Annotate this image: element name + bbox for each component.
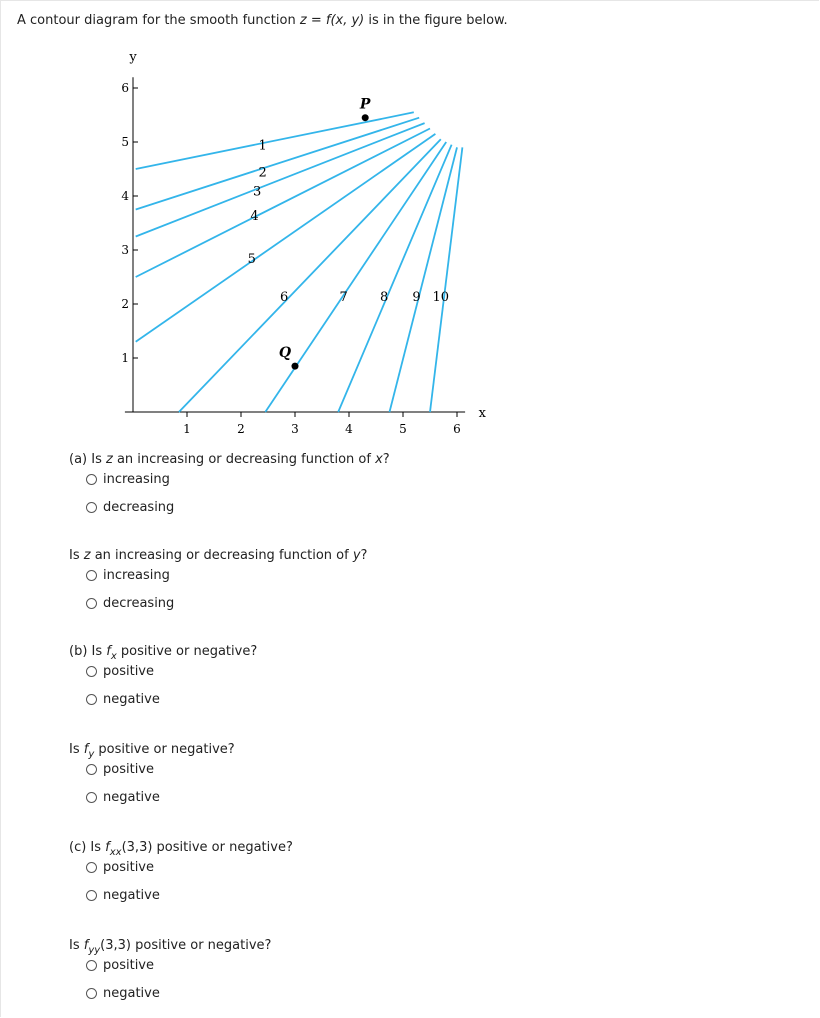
question-a-y: [69, 548, 367, 563]
contour-plot: [0, 0, 820, 440]
x-tick-label: 2: [237, 422, 245, 436]
radio-button[interactable]: [86, 570, 97, 581]
option-label: decreasing: [103, 500, 175, 515]
question-var: f: [106, 644, 111, 659]
point-label-q: Q: [278, 345, 292, 362]
question-tail: ?: [382, 452, 390, 467]
radio-button[interactable]: [86, 862, 97, 873]
y-tick-label: 1: [121, 351, 129, 365]
option-a2-decreasing[interactable]: [86, 596, 174, 611]
question-var: z: [83, 548, 91, 563]
option-a1-decreasing[interactable]: [86, 500, 174, 515]
option-label: negative: [103, 790, 160, 805]
question-subscript: xx: [109, 847, 122, 858]
contour-label-6: 6: [280, 289, 289, 305]
question-b-fx: [69, 644, 258, 662]
contour-label-8: 8: [379, 289, 389, 305]
question-subscript: x: [110, 651, 117, 662]
option-label: increasing: [103, 568, 170, 583]
option-label: positive: [103, 860, 154, 875]
option-label: positive: [103, 664, 154, 679]
question-subscript: y: [88, 749, 95, 760]
x-tick-label: 1: [183, 422, 191, 436]
x-tick-label: 3: [291, 422, 299, 436]
question-tail: ?: [360, 548, 368, 563]
question-prefix: (a) Is: [69, 452, 106, 467]
option-label: increasing: [103, 472, 170, 487]
intro-text: A contour diagram for the smooth function z = f(x, y) is in the figure below.: [17, 13, 508, 28]
question-tail-var: x: [375, 452, 383, 467]
question-prefix: Is: [69, 938, 84, 953]
x-tick-label: 4: [345, 422, 353, 436]
option-b1-positive[interactable]: [86, 664, 154, 679]
contour-line-5: [136, 134, 436, 342]
option-b2-negative[interactable]: [86, 790, 160, 805]
question-prefix: (b) Is: [69, 644, 107, 659]
question-var: f: [83, 938, 89, 953]
contour-label-1: 1: [258, 138, 267, 154]
question-suffix: positive or negative?: [116, 644, 258, 659]
question-b-fy: [69, 742, 235, 760]
question-var: f: [83, 742, 89, 757]
question-suffix: positive or negative?: [94, 742, 235, 757]
radio-button[interactable]: [86, 474, 97, 485]
option-b1-negative[interactable]: [86, 692, 160, 707]
y-tick-label: 2: [121, 297, 129, 311]
radio-button[interactable]: [86, 666, 97, 677]
radio-button[interactable]: [86, 890, 97, 901]
x-axis-label: x: [478, 406, 486, 421]
option-label: negative: [103, 888, 160, 903]
contour-label-10: 10: [432, 289, 450, 305]
question-var: z: [105, 452, 113, 467]
contour-label-7: 7: [339, 289, 348, 305]
contour-label-4: 4: [250, 208, 259, 224]
y-tick-label: 5: [121, 135, 129, 149]
question-prefix: Is: [69, 548, 84, 563]
radio-button[interactable]: [86, 792, 97, 803]
option-label: decreasing: [103, 596, 175, 611]
y-axis-label: y: [129, 50, 137, 65]
question-suffix: an increasing or decreasing function of: [90, 548, 353, 563]
contour-line-1: [136, 112, 414, 169]
option-label: negative: [103, 692, 160, 707]
radio-button[interactable]: [86, 598, 97, 609]
option-a2-increasing[interactable]: [86, 568, 170, 583]
contour-line-2: [136, 118, 420, 210]
question-subscript: yy: [88, 945, 101, 956]
radio-button[interactable]: [86, 988, 97, 999]
contour-line-6: [179, 139, 441, 412]
question-prefix: Is: [69, 742, 84, 757]
option-c2-negative[interactable]: [86, 986, 160, 1001]
question-a-x: [69, 452, 390, 467]
option-label: positive: [103, 762, 154, 777]
question-tail-var: y: [352, 548, 361, 563]
option-label: positive: [103, 958, 154, 973]
contour-label-3: 3: [253, 184, 262, 200]
radio-button[interactable]: [86, 502, 97, 513]
contour-line-4: [136, 129, 430, 278]
option-c2-positive[interactable]: [86, 958, 154, 973]
option-a1-increasing[interactable]: [86, 472, 170, 487]
question-c-fyy: [69, 938, 272, 956]
question-var: f: [105, 840, 110, 855]
y-tick-label: 6: [121, 81, 129, 95]
option-c1-positive[interactable]: [86, 860, 154, 875]
question-suffix: (3,3) positive or negative?: [100, 938, 272, 953]
radio-button[interactable]: [86, 694, 97, 705]
contour-label-5: 5: [247, 252, 256, 268]
radio-button[interactable]: [86, 764, 97, 775]
question-suffix: an increasing or decreasing function of: [112, 452, 376, 467]
contour-label-2: 2: [258, 165, 267, 181]
question-suffix: (3,3) positive or negative?: [121, 840, 293, 855]
point-label-p: P: [359, 96, 371, 113]
y-tick-label: 4: [121, 189, 129, 203]
question-c-fxx: [69, 840, 293, 858]
y-tick-label: 3: [121, 243, 129, 257]
x-tick-label: 5: [399, 422, 407, 436]
radio-button[interactable]: [86, 960, 97, 971]
x-tick-label: 6: [453, 422, 461, 436]
point-p: [362, 114, 369, 121]
option-label: negative: [103, 986, 160, 1001]
question-prefix: (c) Is: [69, 840, 106, 855]
point-q: [292, 363, 299, 370]
option-c1-negative[interactable]: [86, 888, 160, 903]
option-b2-positive[interactable]: [86, 762, 154, 777]
contour-label-9: 9: [412, 289, 421, 305]
